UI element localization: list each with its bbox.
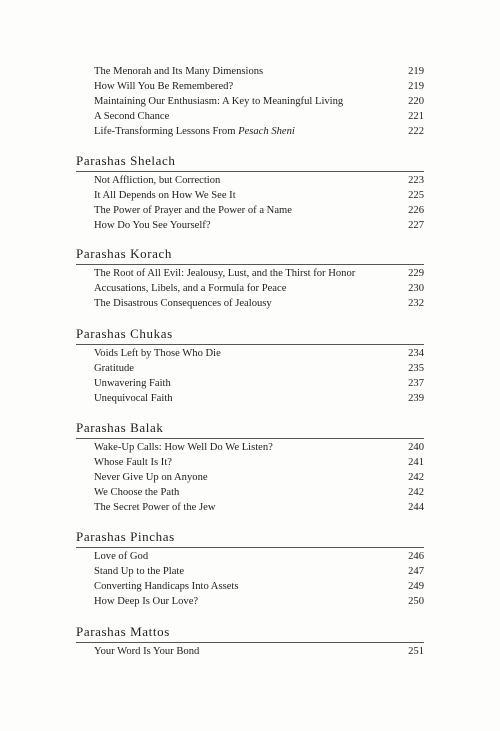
- toc-entry: [94, 594, 424, 609]
- entry-page-number: 230: [408, 283, 424, 294]
- entry-title: We Choose the Path: [94, 487, 180, 498]
- entry-title: Unequivocal Faith: [94, 393, 173, 404]
- entry-title: Stand Up to the Plate: [94, 566, 185, 577]
- entry-title: Your Word Is Your Bond: [94, 646, 200, 657]
- entry-title: How Do You See Yourself?: [94, 220, 211, 231]
- entry-page-number: 244: [408, 502, 424, 513]
- toc-entry: [94, 124, 424, 139]
- entry-title: The Disastrous Consequences of Jealousy: [94, 298, 272, 309]
- entry-page-number: 239: [408, 393, 424, 404]
- entry-title-italic: Pesach Sheni: [238, 126, 295, 137]
- entry-page-number: 225: [408, 190, 424, 201]
- entry-title: Gratitude: [94, 363, 135, 374]
- section-divider: [76, 642, 424, 643]
- toc-entry: [94, 361, 424, 376]
- toc-entry: [94, 470, 424, 485]
- section-divider: [76, 438, 424, 439]
- entry-title: Unwavering Faith: [94, 378, 171, 389]
- toc-entry: [94, 579, 424, 594]
- entry-page-number: 219: [408, 81, 424, 92]
- entry-page-number: 220: [408, 96, 424, 107]
- entry-page-number: 234: [408, 348, 424, 359]
- entry-title: Accusations, Libels, and a Formula for Peace: [94, 283, 287, 294]
- toc-entry: [94, 455, 424, 470]
- section-divider: [76, 264, 424, 265]
- entry-page-number: 227: [408, 220, 424, 231]
- entry-page-number: 237: [408, 378, 424, 389]
- entry-page-number: 242: [408, 487, 424, 498]
- toc-entry: [94, 203, 424, 218]
- entry-page-number: 219: [408, 66, 424, 77]
- entry-page-number: 229: [408, 268, 424, 279]
- entry-page-number: 235: [408, 363, 424, 374]
- entry-page-number: 246: [408, 551, 424, 562]
- entry-page-number: 223: [408, 175, 424, 186]
- entry-title: How Will You Be Remembered?: [94, 81, 234, 92]
- section-divider: [76, 547, 424, 548]
- entry-page-number: 221: [408, 111, 424, 122]
- entry-page-number: 240: [408, 442, 424, 453]
- entry-title: The Root of All Evil: Jealousy, Lust, and the Thirst for Honor: [94, 268, 356, 279]
- toc-entry: [94, 218, 424, 233]
- toc-entry: [94, 391, 424, 406]
- toc-entry: [94, 440, 424, 455]
- section-divider: [76, 344, 424, 345]
- toc-entry: [94, 296, 424, 311]
- toc-entry: [94, 64, 424, 79]
- entry-title: It All Depends on How We See It: [94, 190, 236, 201]
- entry-page-number: 222: [408, 126, 424, 137]
- entry-title: The Power of Prayer and the Power of a Name: [94, 205, 292, 216]
- entry-page-number: 241: [408, 457, 424, 468]
- entry-page-number: 249: [408, 581, 424, 592]
- entry-title: Not Affliction, but Correction: [94, 175, 221, 186]
- toc-entry: [94, 500, 424, 515]
- entry-page-number: 250: [408, 596, 424, 607]
- toc-entry: [94, 94, 424, 109]
- entry-title: A Second Chance: [94, 111, 170, 122]
- entry-page-number: 242: [408, 472, 424, 483]
- entry-title: Converting Handicaps Into Assets: [94, 581, 239, 592]
- entry-title: Never Give Up on Anyone: [94, 472, 208, 483]
- entry-title-roman: Life-Transforming Lessons From: [94, 126, 239, 137]
- entry-title: Wake-Up Calls: How Well Do We Listen?: [94, 442, 273, 453]
- toc-entry: [94, 644, 424, 659]
- toc-entry: [94, 188, 424, 203]
- entry-title: Whose Fault Is It?: [94, 457, 172, 468]
- entry-title: Voids Left by Those Who Die: [94, 348, 221, 359]
- entry-page-number: 232: [408, 298, 424, 309]
- entry-title: How Deep Is Our Love?: [94, 596, 199, 607]
- toc-entry: [94, 346, 424, 361]
- toc-entry: [94, 281, 424, 296]
- toc-entry: [94, 173, 424, 188]
- toc-entry: [94, 549, 424, 564]
- toc-entry: [94, 79, 424, 94]
- entry-page-number: 247: [408, 566, 424, 577]
- entry-title: Maintaining Our Enthusiasm: A Key to Meaningful Living: [94, 96, 344, 107]
- toc-entry: [94, 376, 424, 391]
- toc-entry: [94, 109, 424, 124]
- entry-title: Love of God: [94, 551, 149, 562]
- section-divider: [76, 171, 424, 172]
- toc-entry: [94, 485, 424, 500]
- entry-title: The Menorah and Its Many Dimensions: [94, 66, 264, 77]
- section-heading: Parashas Korach: [76, 246, 172, 261]
- section-heading: Parashas Shelach: [76, 153, 176, 168]
- entry-title: [94, 124, 295, 139]
- entry-page-number: 251: [408, 646, 424, 657]
- toc-entry: [94, 564, 424, 579]
- section-heading: Parashas Mattos: [76, 624, 170, 639]
- section-heading: Parashas Balak: [76, 420, 164, 435]
- section-heading: Parashas Chukas: [76, 326, 173, 341]
- section-heading: Parashas Pinchas: [76, 529, 175, 544]
- entry-title: The Secret Power of the Jew: [94, 502, 216, 513]
- toc-entry: [94, 266, 424, 281]
- entry-page-number: 226: [408, 205, 424, 216]
